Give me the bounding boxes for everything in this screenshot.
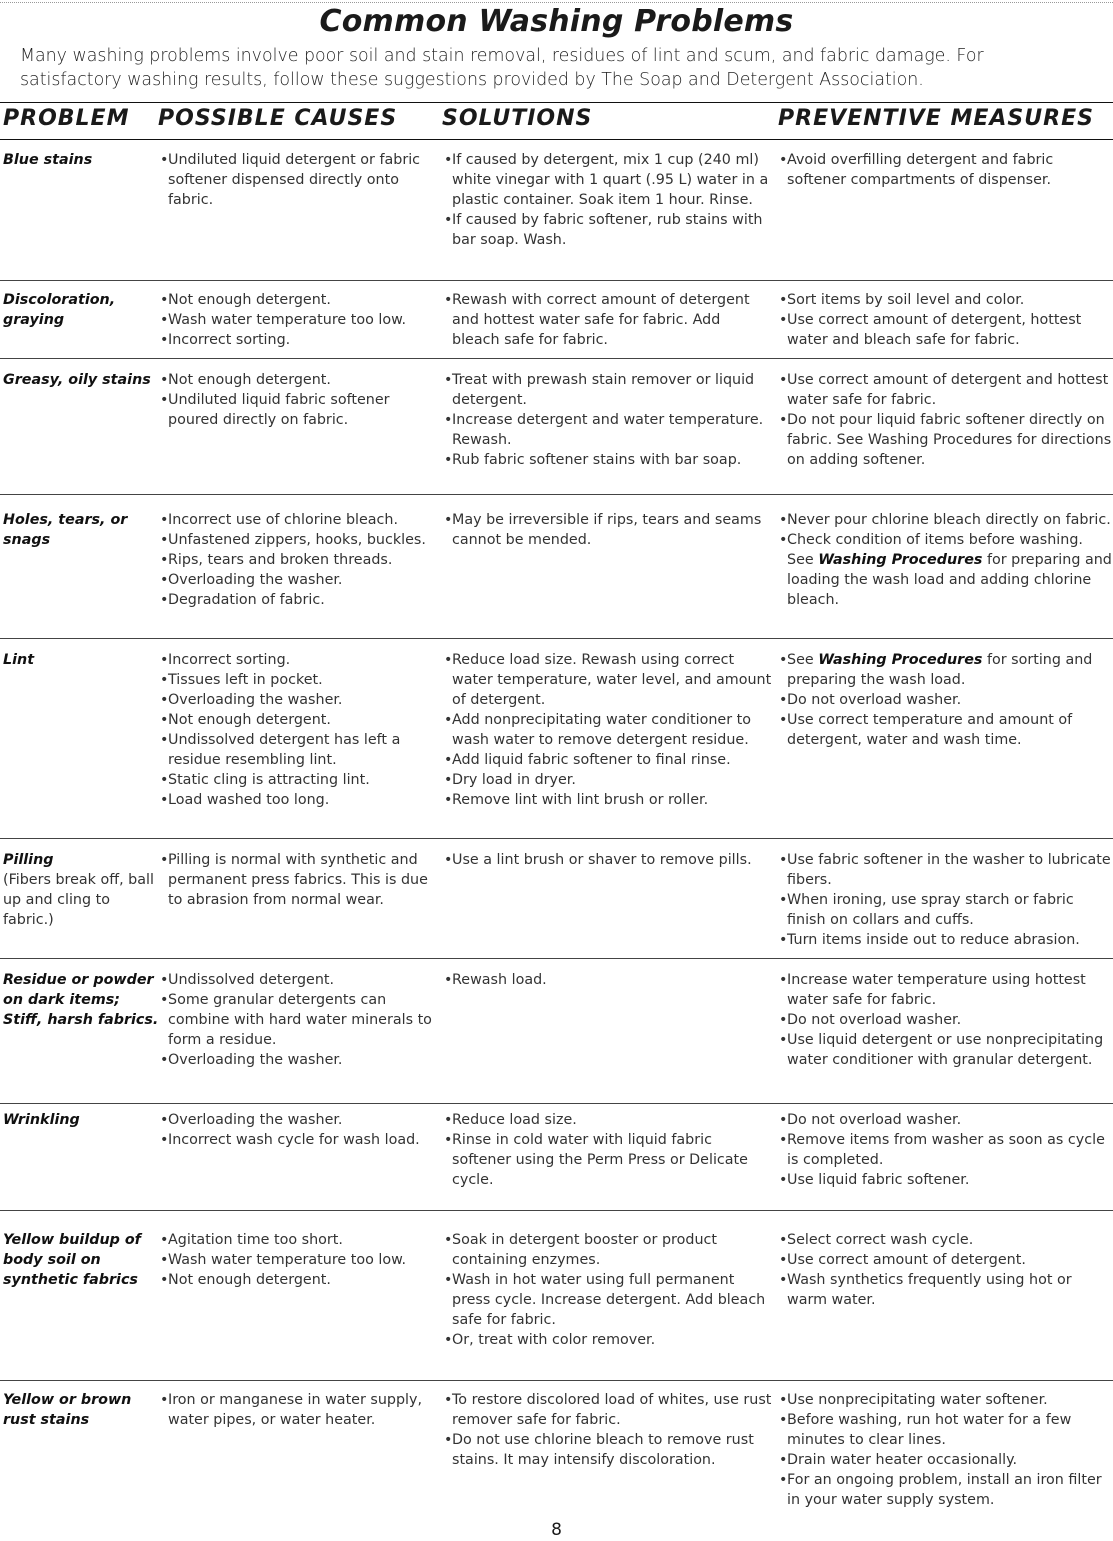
row-separator — [0, 358, 1113, 359]
preventive-item: • See Washing Procedures for sorting and preparing the wash load. — [779, 650, 1113, 690]
cause-item: • Overloading the washer. — [160, 690, 440, 710]
cause-item: • Some granular detergents can combine with hard water minerals to form a residue. — [160, 990, 440, 1050]
solution-item: • Soak in detergent booster or product containing enzymes. — [444, 1230, 772, 1270]
top-border — [0, 2, 1113, 3]
preventive-item: • Before washing, run hot water for a few minutes to clear lines. — [779, 1410, 1113, 1450]
cause-item: • Overloading the washer. — [160, 1050, 440, 1070]
cause-item: • Not enough detergent. — [160, 290, 440, 310]
problem-cell — [3, 370, 161, 390]
solutions-cell — [444, 1230, 772, 1350]
row-separator — [0, 838, 1113, 839]
solution-item: • Wash in hot water using full permanent press cycle. Increase detergent. Add bleach safe for fabric. — [444, 1270, 772, 1330]
possible-causes-cell — [160, 970, 440, 1070]
cause-item: • Not enough detergent. — [160, 1270, 440, 1290]
problem-name: Wrinkling — [3, 1112, 80, 1128]
preventive-item: • Use correct amount of detergent, hottest water and bleach safe for fabric. — [779, 310, 1113, 350]
preventive-measures-cell — [779, 650, 1113, 750]
cause-item: • Overloading the washer. — [160, 1110, 440, 1130]
preventive-measures-cell — [779, 1230, 1113, 1310]
cause-item: • Overloading the washer. — [160, 570, 440, 590]
cause-item: • Undiluted liquid detergent or fabric softener dispensed directly onto fabric. — [160, 150, 440, 210]
cause-item: • Incorrect sorting. — [160, 650, 440, 670]
problem-name-extra: Stiff, harsh fabrics. — [3, 1012, 159, 1028]
solutions-cell — [444, 290, 772, 350]
preventive-item: • Do not pour liquid fabric softener directly on fabric. See Washing Procedures for directions on adding softener. — [779, 410, 1113, 470]
solution-item: • To restore discolored load of whites, use rust remover safe for fabric. — [444, 1390, 772, 1430]
page-title: Common Washing Problems — [319, 4, 794, 39]
preventive-measures-cell — [779, 850, 1113, 950]
solution-item: • Use a lint brush or shaver to remove pills. — [444, 850, 772, 870]
cause-item: • Incorrect wash cycle for wash load. — [160, 1130, 440, 1150]
possible-causes-cell — [160, 650, 440, 810]
problem-cell — [3, 1230, 161, 1290]
solution-item: • Reduce load size. Rewash using correct water temperature, water level, and amount of detergent. — [444, 650, 772, 710]
preventive-measures-cell — [779, 150, 1113, 190]
preventive-item: • Avoid overfilling detergent and fabric softener compartments of dispenser. — [779, 150, 1113, 190]
solution-item: • Do not use chlorine bleach to remove rust stains. It may intensify discoloration. — [444, 1430, 772, 1470]
possible-causes-cell — [160, 290, 440, 350]
cause-item: • Wash water temperature too low. — [160, 310, 440, 330]
solution-item: • If caused by detergent, mix 1 cup (240 ml) white vinegar with 1 quart (.95 L) water in a plastic container. Soak item 1 hour. Rinse. — [444, 150, 772, 210]
row-separator — [0, 1380, 1113, 1381]
problem-name: Greasy, oily stains — [3, 372, 151, 388]
problem-name: Yellow or brown rust stains — [3, 1392, 132, 1428]
preventive-item: • Use correct amount of detergent. — [779, 1250, 1113, 1270]
problem-name: Residue or powder on dark items; — [3, 972, 154, 1008]
cause-item: • Agitation time too short. — [160, 1230, 440, 1250]
header-preventive-measures: PREVENTIVE MEASURES — [778, 106, 1094, 131]
preventive-item: • Do not overload washer. — [779, 690, 1113, 710]
problem-name: Blue stains — [3, 152, 93, 168]
solutions-cell — [444, 1110, 772, 1190]
problem-cell — [3, 1110, 161, 1130]
problem-name: Holes, tears, or snags — [3, 512, 128, 548]
solution-item: • Treat with prewash stain remover or liquid detergent. — [444, 370, 772, 410]
solution-item: • Rewash load. — [444, 970, 772, 990]
cause-item: • Undiluted liquid fabric softener poured directly on fabric. — [160, 390, 440, 430]
solutions-cell — [444, 970, 772, 990]
preventive-item: • Drain water heater occasionally. — [779, 1450, 1113, 1470]
page-number: 8 — [551, 1520, 562, 1540]
problem-name: Lint — [3, 652, 35, 668]
cause-item: • Static cling is attracting lint. — [160, 770, 440, 790]
header-solutions: SOLUTIONS — [442, 106, 593, 131]
preventive-measures-cell — [779, 1110, 1113, 1190]
problem-cell — [3, 850, 161, 930]
preventive-item: • Use fabric softener in the washer to lubricate fibers. — [779, 850, 1113, 890]
preventive-item: • When ironing, use spray starch or fabric finish on collars and cuffs. — [779, 890, 1113, 930]
solution-item: • Add nonprecipitating water conditioner to wash water to remove detergent residue. — [444, 710, 772, 750]
solution-item: • May be irreversible if rips, tears and seams cannot be mended. — [444, 510, 772, 550]
preventive-item: • Use correct temperature and amount of detergent, water and wash time. — [779, 710, 1113, 750]
problem-cell — [3, 650, 161, 670]
row-separator — [0, 280, 1113, 281]
preventive-item: • Sort items by soil level and color. — [779, 290, 1113, 310]
preventive-item: • Do not overload washer. — [779, 1010, 1113, 1030]
preventive-item: • Turn items inside out to reduce abrasion. — [779, 930, 1113, 950]
solutions-cell — [444, 850, 772, 870]
cause-item: • Load washed too long. — [160, 790, 440, 810]
solution-item: • Rewash with correct amount of detergent and hottest water safe for fabric. Add bleach safe for fabric. — [444, 290, 772, 350]
solution-item: • Remove lint with lint brush or roller. — [444, 790, 772, 810]
solutions-cell — [444, 150, 772, 250]
cause-item: • Not enough detergent. — [160, 370, 440, 390]
solution-item: • Increase detergent and water temperature. Rewash. — [444, 410, 772, 450]
preventive-item: • Do not overload washer. — [779, 1110, 1113, 1130]
preventive-item: • Never pour chlorine bleach directly on fabric. — [779, 510, 1113, 530]
preventive-item: • For an ongoing problem, install an iron filter in your water supply system. — [779, 1470, 1113, 1510]
header-bottom-rule — [0, 139, 1113, 140]
header-possible-causes: POSSIBLE CAUSES — [158, 106, 398, 131]
cause-item: • Degradation of fabric. — [160, 590, 440, 610]
cause-item: • Pilling is normal with synthetic and permanent press fabrics. This is due to abrasion from normal wear. — [160, 850, 440, 910]
possible-causes-cell — [160, 150, 440, 210]
cause-item: • Tissues left in pocket. — [160, 670, 440, 690]
preventive-item: • Wash synthetics frequently using hot or warm water. — [779, 1270, 1113, 1310]
possible-causes-cell — [160, 370, 440, 430]
problem-name: Yellow buildup of body soil on synthetic fabrics — [3, 1232, 141, 1288]
preventive-measures-cell — [779, 290, 1113, 350]
solution-item: • If caused by fabric softener, rub stains with bar soap. Wash. — [444, 210, 772, 250]
solutions-cell — [444, 1390, 772, 1470]
problem-name: Pilling — [3, 852, 54, 868]
cause-item: • Undissolved detergent. — [160, 970, 440, 990]
cause-item: • Not enough detergent. — [160, 710, 440, 730]
row-separator — [0, 1103, 1113, 1104]
preventive-item: • Select correct wash cycle. — [779, 1230, 1113, 1250]
solution-item: • Reduce load size. — [444, 1110, 772, 1130]
header-top-rule — [0, 102, 1113, 103]
preventive-item: • Check condition of items before washing. See Washing Procedures for preparing and loading the wash load and adding chlorine bleach. — [779, 530, 1113, 610]
problem-cell — [3, 1390, 161, 1430]
solution-item: • Rinse in cold water with liquid fabric softener using the Perm Press or Delicate cycle. — [444, 1130, 772, 1190]
solutions-cell — [444, 510, 772, 550]
possible-causes-cell — [160, 510, 440, 610]
preventive-item: • Use liquid fabric softener. — [779, 1170, 1113, 1190]
preventive-item: • Increase water temperature using hottest water safe for fabric. — [779, 970, 1113, 1010]
problem-cell — [3, 290, 161, 330]
cause-item: • Undissolved detergent has left a residue resembling lint. — [160, 730, 440, 770]
preventive-measures-cell — [779, 510, 1113, 610]
cause-item: • Rips, tears and broken threads. — [160, 550, 440, 570]
preventive-item: • Use liquid detergent or use nonprecipitating water conditioner with granular detergent. — [779, 1030, 1113, 1070]
possible-causes-cell — [160, 1390, 440, 1430]
cause-item: • Unfastened zippers, hooks, buckles. — [160, 530, 440, 550]
solutions-cell — [444, 650, 772, 810]
preventive-measures-cell — [779, 970, 1113, 1070]
solution-item: • Rub fabric softener stains with bar soap. — [444, 450, 772, 470]
possible-causes-cell — [160, 1110, 440, 1150]
row-separator — [0, 958, 1113, 959]
preventive-item: • Use correct amount of detergent and hottest water safe for fabric. — [779, 370, 1113, 410]
cause-item: • Wash water temperature too low. — [160, 1250, 440, 1270]
header-problem: PROBLEM — [3, 106, 130, 131]
row-separator — [0, 638, 1113, 639]
preventive-measures-cell — [779, 1390, 1113, 1510]
solution-item: • Add liquid fabric softener to final rinse. — [444, 750, 772, 770]
problem-name: Discoloration, graying — [3, 292, 116, 328]
possible-causes-cell — [160, 850, 440, 910]
preventive-item: • Use nonprecipitating water softener. — [779, 1390, 1113, 1410]
possible-causes-cell — [160, 1230, 440, 1290]
problem-cell — [3, 150, 161, 170]
solution-item: • Dry load in dryer. — [444, 770, 772, 790]
problem-cell — [3, 510, 161, 550]
row-separator — [0, 494, 1113, 495]
preventive-item: • Remove items from washer as soon as cycle is completed. — [779, 1130, 1113, 1170]
cause-item: • Iron or manganese in water supply, water pipes, or water heater. — [160, 1390, 440, 1430]
preventive-measures-cell — [779, 370, 1113, 470]
solutions-cell — [444, 370, 772, 470]
problem-cell — [3, 970, 161, 1030]
cause-item: • Incorrect use of chlorine bleach. — [160, 510, 440, 530]
intro-paragraph: Many washing problems involve poor soil and stain removal, residues of lint and scum, and fabric damage. For satisfactory washing results, follow these suggestions provided by The Soap and Detergent Association. — [20, 46, 984, 90]
problem-note: (Fibers break off, ball up and cling to fabric.) — [3, 872, 154, 928]
row-separator — [0, 1210, 1113, 1211]
solution-item: • Or, treat with color remover. — [444, 1330, 772, 1350]
cause-item: • Incorrect sorting. — [160, 330, 440, 350]
